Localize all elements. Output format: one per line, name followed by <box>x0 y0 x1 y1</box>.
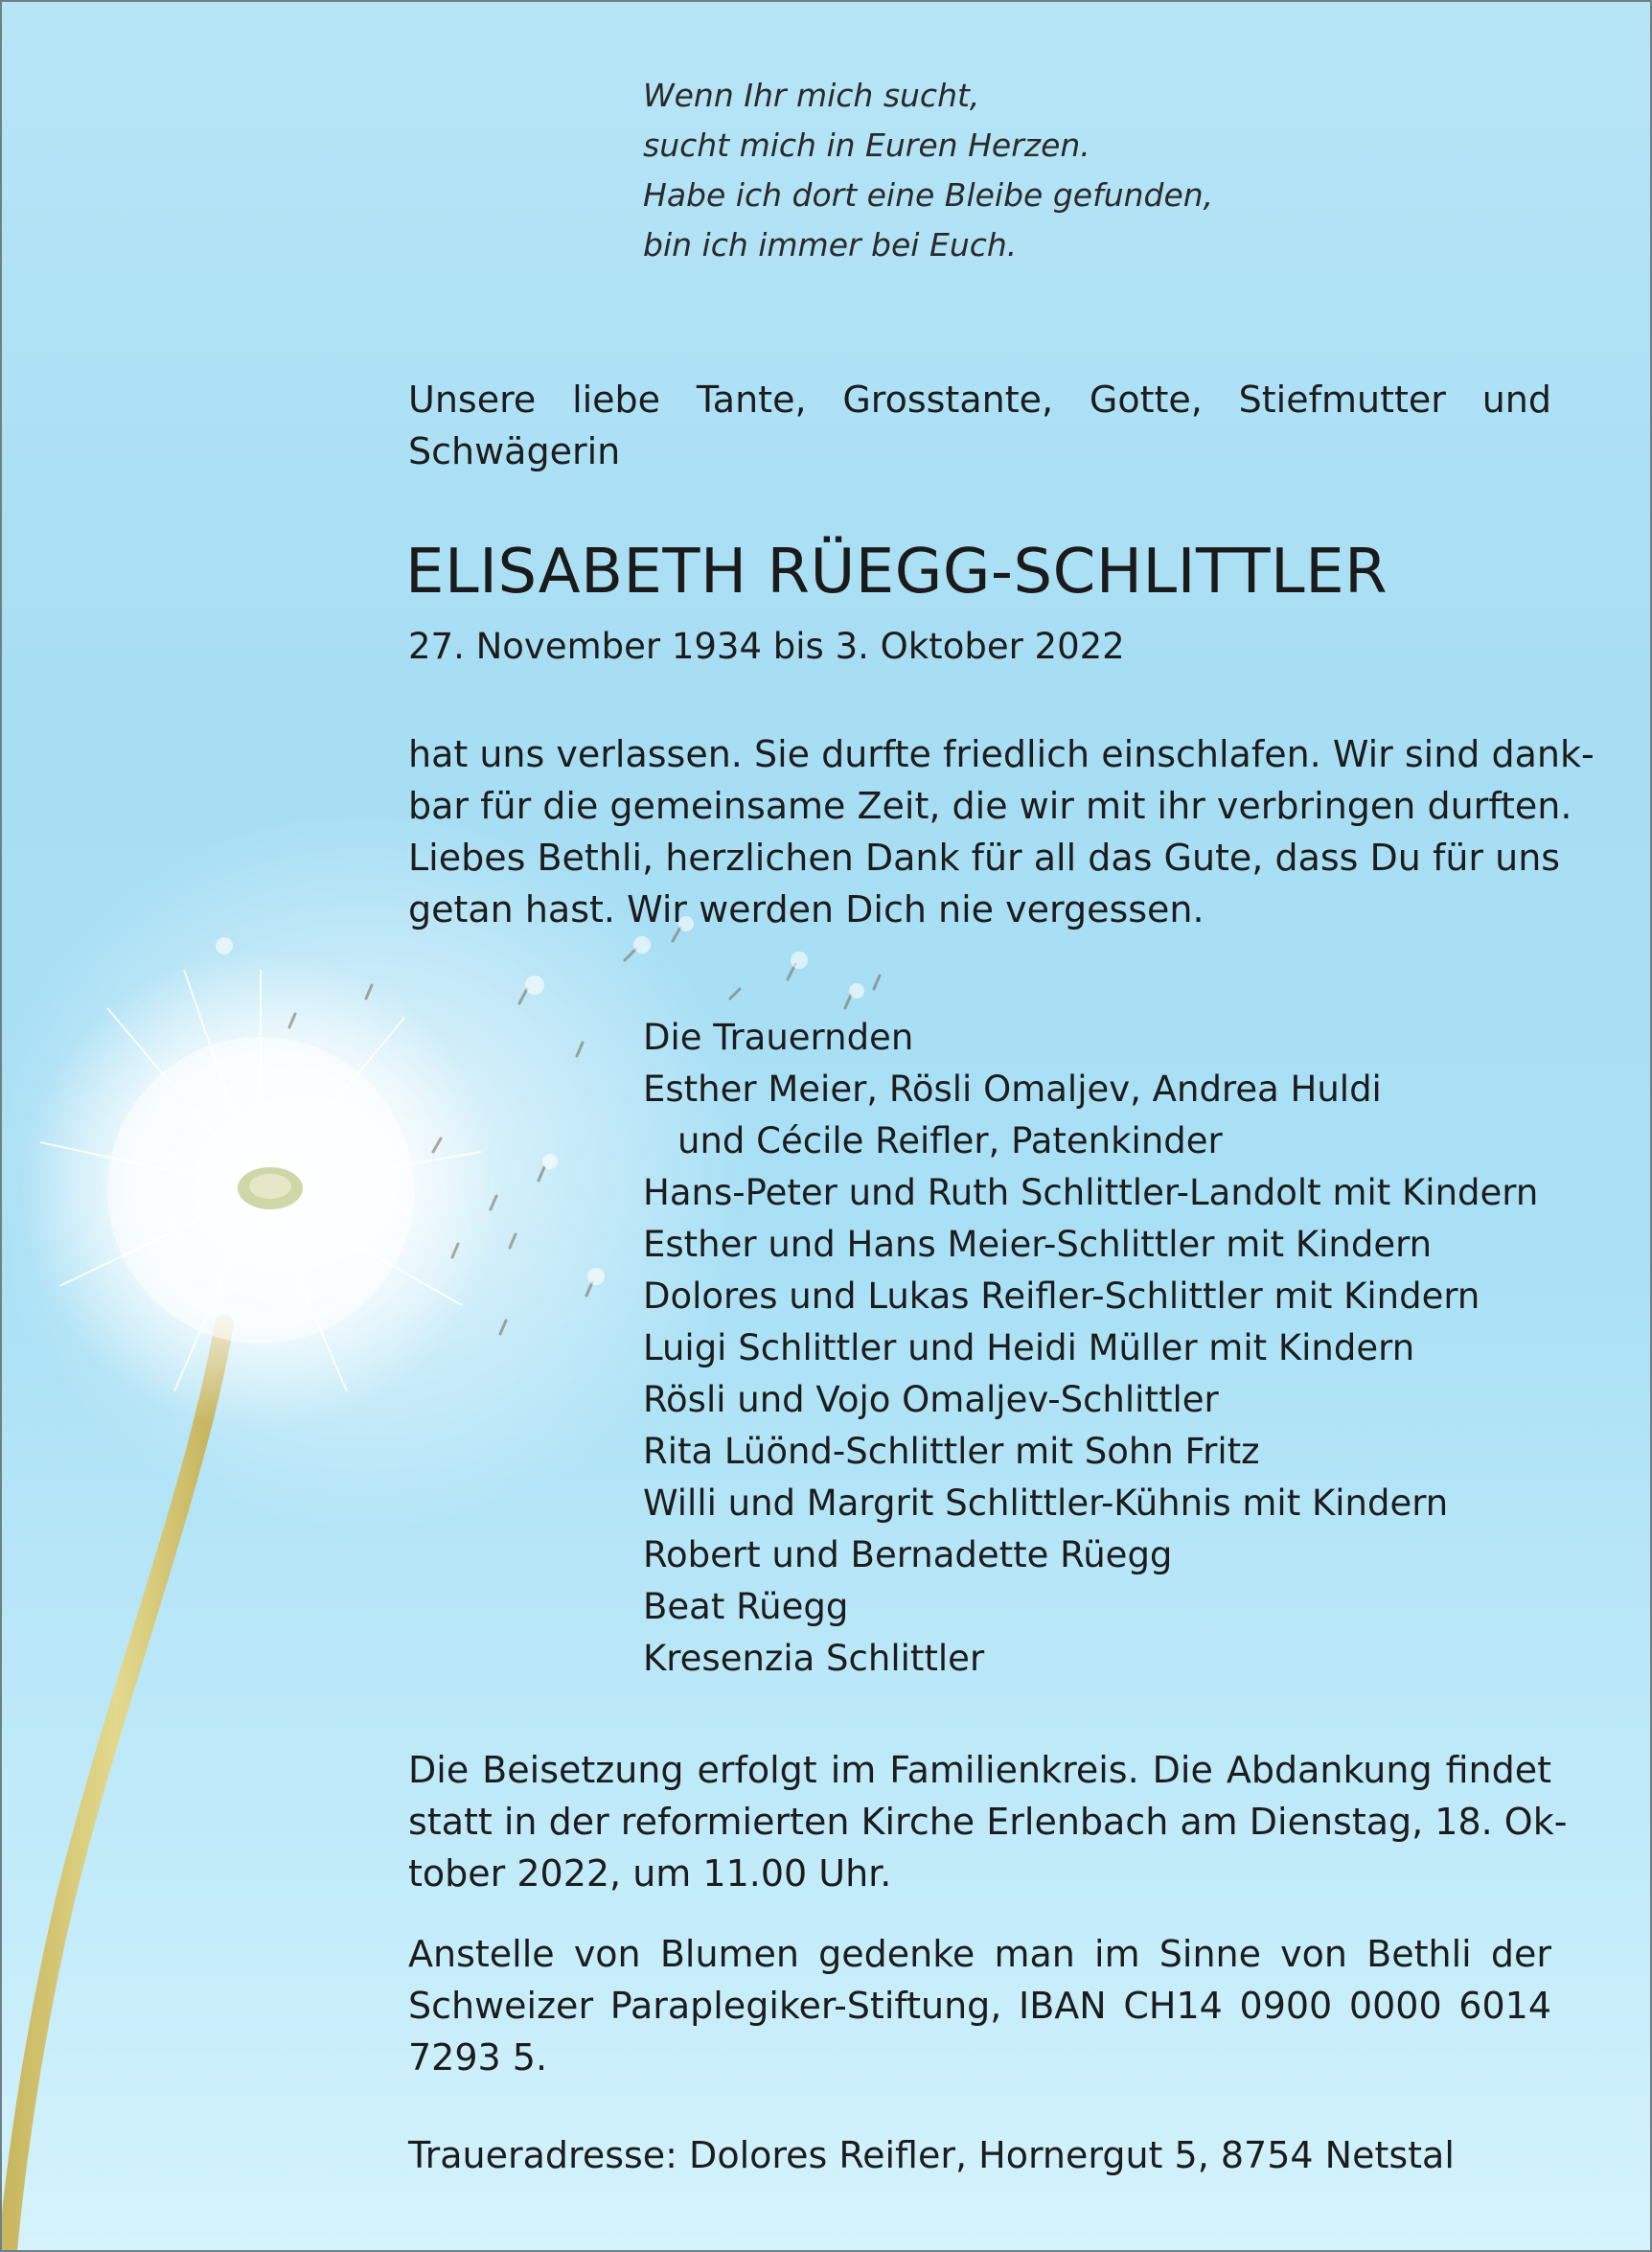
donation-line: Anstelle von Blumen gedenke man im Sinne von Bethli der <box>408 1933 1551 1975</box>
donation-line: Schweizer Paraplegiker-Stiftung, IBAN CH14 0900 0000 6014 <box>408 1985 1551 2027</box>
intro-line: Schwägerin <box>408 430 621 472</box>
ceremony-line: tober 2022, um 11.00 Uhr. <box>408 1852 892 1895</box>
mourner-line: und Cécile Reifler, Patenkinder <box>677 1120 1223 1161</box>
message-line: hat uns verlassen. Sie durfte friedlich einschlafen. Wir sind dank- <box>408 733 1595 775</box>
mourner-line: Beat Rüegg <box>643 1586 849 1627</box>
mourner-line: Esther und Hans Meier-Schlittler mit Kindern <box>643 1224 1433 1265</box>
mourners-heading: Die Trauernden <box>643 1017 914 1058</box>
mourner-line: Esther Meier, Rösli Omaljev, Andrea Huldi <box>643 1069 1382 1110</box>
poem-line: sucht mich in Euren Herzen. <box>643 126 1090 164</box>
mourner-line: Rita Lüönd-Schlittler mit Sohn Fritz <box>643 1431 1260 1472</box>
ceremony-line: statt in der reformierten Kirche Erlenbach am Dienstag, 18. Ok- <box>408 1801 1568 1843</box>
deceased-name: ELISABETH RÜEGG-SCHLITTLER <box>405 537 1388 608</box>
life-dates: 27. November 1934 bis 3. Oktober 2022 <box>408 626 1125 667</box>
donation-info <box>408 1928 1551 2083</box>
intro-line: Unsere liebe Tante, Grosstante, Gotte, Stiefmutter und <box>408 379 1551 421</box>
mourner-line: Luigi Schlittler und Heidi Müller mit Kindern <box>643 1327 1415 1368</box>
farewell-message <box>408 728 1595 935</box>
mourner-line: Dolores und Lukas Reifler-Schlittler mit Kindern <box>643 1275 1480 1317</box>
mourners-list <box>643 1012 1538 1685</box>
mourning-address: Traueradresse: Dolores Reifler, Hornergut 5, 8754 Netstal <box>408 2134 1455 2176</box>
poem <box>643 71 1213 270</box>
message-line: getan hast. Wir werden Dich nie vergessen. <box>408 888 1205 931</box>
mourner-line: Willi und Margrit Schlittler-Kühnis mit Kindern <box>643 1482 1449 1524</box>
mourner-line: Rösli und Vojo Omaljev-Schlittler <box>643 1379 1219 1420</box>
poem-line: bin ich immer bei Euch. <box>643 226 1018 264</box>
poem-line: Habe ich dort eine Bleibe gefunden, <box>643 176 1214 214</box>
dandelion-stem <box>8 1324 224 2250</box>
ceremony-line: Die Beisetzung erfolgt im Familienkreis. Die Abdankung findet <box>408 1749 1551 1791</box>
mourner-line: Robert und Bernadette Rüegg <box>643 1534 1173 1575</box>
donation-line: 7293 5. <box>408 2036 548 2079</box>
intro-text <box>408 374 1551 477</box>
message-line: bar für die gemeinsame Zeit, die wir mit ihr verbringen durften. <box>408 785 1572 827</box>
poem-line: Wenn Ihr mich sucht, <box>643 77 980 114</box>
mourner-line: Kresenzia Schlittler <box>643 1638 985 1679</box>
message-line: Liebes Bethli, herzlichen Dank für all das Gute, dass Du für uns <box>408 837 1561 879</box>
ceremony-info <box>408 1744 1568 1899</box>
mourner-line: Hans-Peter und Ruth Schlittler-Landolt mit Kindern <box>643 1172 1539 1213</box>
